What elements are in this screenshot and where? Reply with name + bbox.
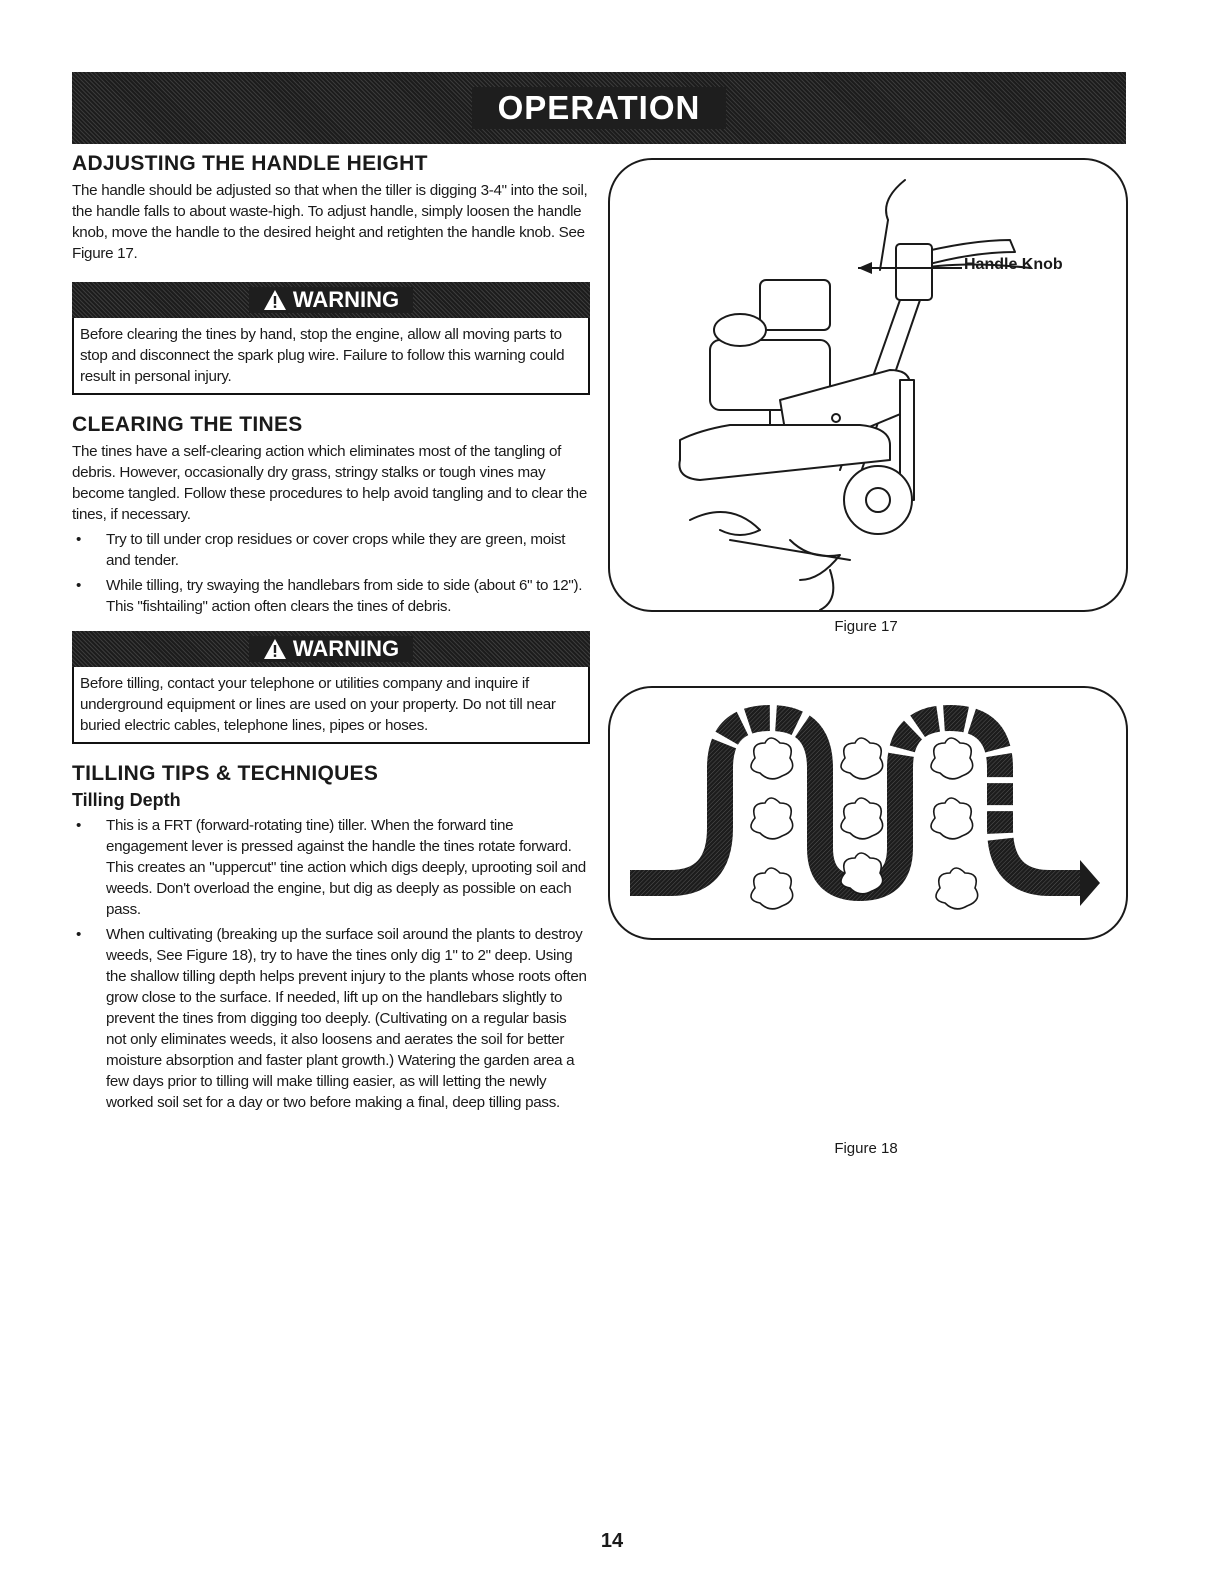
figure-18-frame bbox=[608, 686, 1128, 940]
handle-knob-label: Handle Knob bbox=[964, 256, 1063, 273]
tiller-illustration bbox=[610, 160, 1126, 610]
warning-header-1 bbox=[72, 282, 590, 318]
tilling-subheading: Tilling Depth bbox=[72, 790, 181, 810]
clearing-body: The tines have a self-clearing action which eliminates most of the tangling of debris. However, occasionally dry grass, stringy stalks or tough vines may become tangled. Follow these procedures to help avoid tangling and to clear the tines, if necessary. bbox=[72, 443, 587, 523]
clearing-heading: CLEARING THE TINES bbox=[72, 413, 303, 436]
figure-17-frame bbox=[608, 158, 1128, 612]
bullet-icon: • bbox=[76, 817, 82, 834]
warning-box-1 bbox=[72, 282, 590, 395]
list-item bbox=[72, 924, 588, 1113]
handle-heading: ADJUSTING THE HANDLE HEIGHT bbox=[72, 152, 428, 175]
bullet-icon: • bbox=[76, 926, 82, 943]
bullet-icon: • bbox=[76, 577, 82, 594]
warning-title-1: WARNING bbox=[292, 287, 400, 312]
warning-header-2 bbox=[72, 631, 590, 667]
list-item bbox=[72, 575, 588, 617]
bullet-text: While tilling, try swaying the handlebars from side to side (about 6" to 12"). This "fishtailing" action often clears the tines of debris. bbox=[106, 577, 583, 615]
bullet-text: This is a FRT (forward-rotating tine) tiller. When the forward tine engagement lever is pressed against the handle the tines rotate forward. This creates an "uppercut" tine action which digs deeply, uprooting soil and weeds. Don't overload the engine, but dig as deeply as possible on each pass. bbox=[106, 817, 586, 918]
tilling-path-illustration bbox=[610, 688, 1126, 938]
warning-box-2 bbox=[72, 631, 590, 744]
warning-body-1: Before clearing the tines by hand, stop the engine, allow all moving parts to stop and disconnect the spark plug wire. Failure to follow this warning could result in personal injury. bbox=[80, 326, 565, 385]
list-item bbox=[72, 529, 588, 571]
list-item bbox=[72, 815, 588, 920]
clearing-bullets bbox=[72, 529, 588, 617]
bullet-text: When cultivating (breaking up the surface soil around the plants to destroy weeds, See Figure 18), try to have the tines only dig 1" to 2" deep. Using the shallow tilling depth helps prevent injury to the plants whose roots often grow close to the surface. If needed, lift up on the handlebars slightly to prevent the tines from digging too deeply. (Cultivating on a regular basis not only eliminates weeds, it also loosens and aerates the soil for better moisture absorption and faster plant growth.) Watering the garden area a few days prior to tilling will make tilling easier, as will letting the newly worked soil set for a day or two before making a final, deep tilling pass. bbox=[106, 926, 587, 1111]
handle-body: The handle should be adjusted so that when the tiller is digging 3-4" into the soil, the handle falls to about waste-high. To adjust handle, simply loosen the handle knob, move the handle to the desired height and retighten the handle knob. See Figure 17. bbox=[72, 182, 588, 262]
figure-18-caption: Figure 18 bbox=[834, 1140, 898, 1157]
figure-17-caption: Figure 17 bbox=[834, 618, 898, 635]
page-title: OPERATION bbox=[472, 87, 727, 129]
tilling-bullets bbox=[72, 815, 588, 1113]
bullet-icon: • bbox=[76, 531, 82, 548]
warning-triangle-icon bbox=[263, 638, 287, 660]
tilling-heading: TILLING TIPS & TECHNIQUES bbox=[72, 762, 379, 785]
left-column bbox=[72, 152, 588, 1117]
warning-triangle-icon bbox=[263, 289, 287, 311]
bullet-text: Try to till under crop residues or cover crops while they are green, moist and tender. bbox=[106, 531, 566, 569]
warning-title-2: WARNING bbox=[292, 636, 400, 661]
section-banner bbox=[72, 72, 1126, 144]
page-number: 14 bbox=[600, 1530, 624, 1552]
warning-body-2: Before tilling, contact your telephone or utilities company and inquire if underground equipment or lines are used on your property. Do not till near buried electric cables, telephone lines, pipes or hoses. bbox=[80, 675, 556, 734]
